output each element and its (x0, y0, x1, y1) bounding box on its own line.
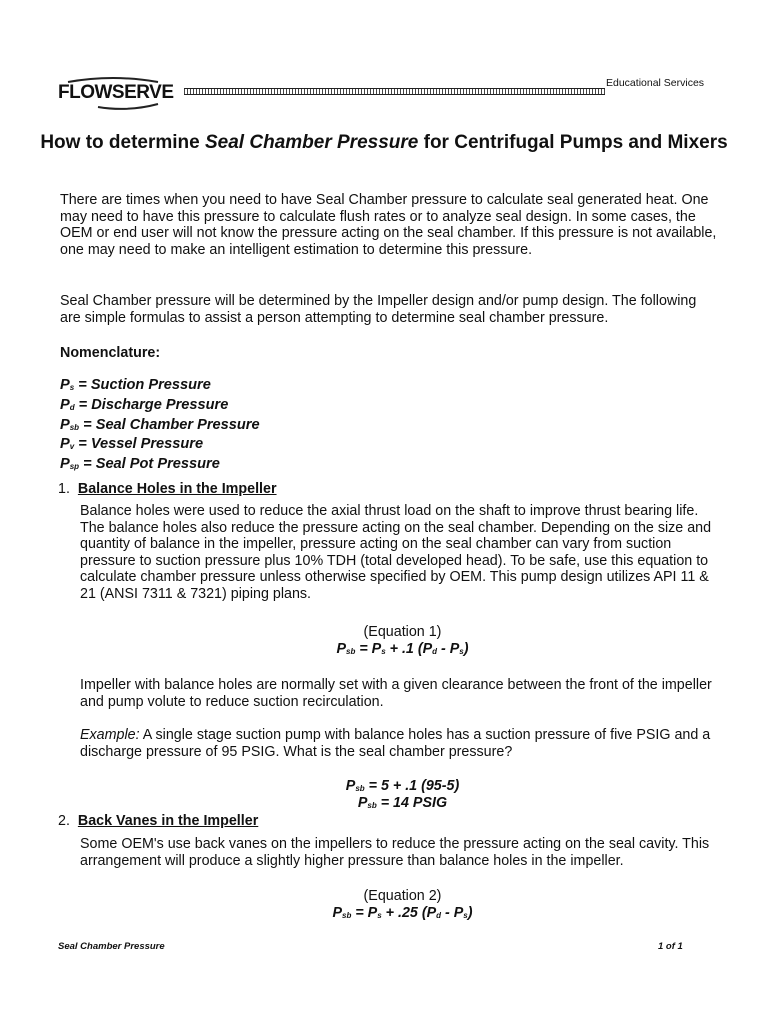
footer-title: Seal Chamber Pressure (58, 941, 165, 952)
flowserve-logo (58, 76, 182, 112)
section-2-title: Back Vanes in the Impeller (77, 813, 259, 829)
equation-2: $P_{sb} = P_s + .25$ $(P_d - P_s)$ (332, 905, 473, 921)
title-emphasis: Seal Chamber Pressure (205, 132, 419, 153)
equation-2-label: (Equation 2) (363, 888, 442, 904)
example-text: A single stage suction pump with balance holes has a suction pressure of five PSIG and a discharge pressure of 95 PSIG. What is the seal chamber pressure? (80, 727, 711, 760)
nomenclature-heading: Nomenclature: (60, 345, 161, 361)
educational-services-label: Educational Services (606, 77, 705, 89)
section-1-body-2: Impeller with balance holes are normally set with a given clearance between the front of the impeller and pump volute to reduce suction recirculation. (80, 677, 712, 710)
nomenclature-item: $P_d$ = Discharge Pressure (60, 396, 229, 413)
page-title (40, 131, 728, 155)
equation-1-label: (Equation 1) (363, 624, 442, 640)
page-number: 1 of 1 (658, 941, 683, 952)
section-2-body: Some OEM's use back vanes on the impellers to reduce the pressure acting on the seal cavity. This arrangement will produce a slightly higher pressure than balance holes in the impeller. (80, 836, 710, 869)
nomenclature-item: $P_{sp}$ = Seal Pot Pressure (60, 456, 220, 473)
nomenclature-item: $P_{sb}$ = Seal Chamber Pressure (60, 416, 260, 433)
title-suffix: for Centrifugal Pumps and Mixers (418, 132, 728, 153)
section-1-title: Balance Holes in the Impeller (77, 481, 277, 497)
nomenclature-item: $P_s$ = Suction Pressure (60, 377, 211, 393)
equation-1: $P_{sb} = P_s + .1$ $(P_d - P_s)$ (336, 641, 469, 657)
section-1-heading (58, 481, 277, 497)
example-label: Example: (80, 727, 140, 743)
nomenclature-list (60, 377, 260, 476)
example-answer-1: $P_{sb} = 5 + .1$ (95-5) (345, 778, 460, 794)
example-answer-2: $P_{sb} = 14$ PSIG (357, 795, 448, 811)
header-rule (184, 88, 605, 95)
nomenclature-item: $P_v$ = Vessel Pressure (60, 436, 204, 453)
section-1-number: 1. (58, 481, 70, 497)
section-1-body: Balance holes were used to reduce the axial thrust load on the shaft to improve thrust bearing life. The balance holes also reduce the pressure acting on the seal chamber. Depending on the size and quantity of balance in the impeller, pressure acting on the seal chamber can vary from suction pressure to suction pressure plus 10% TDH (total developed head). To be safe, use this equation to calculate chamber pressure unless otherwise specified by OEM. This pump design utilizes API 11 & 21 (ANSI 7311 & 7321) piping plans. (80, 503, 712, 602)
logo-text: FLOWSERVE (58, 82, 174, 103)
intro-paragraph-2: Seal Chamber pressure will be determined by the Impeller design and/or pump design. The following are simple formulas to assist a person attempting to determine seal chamber pressure. (60, 293, 697, 326)
section-1-example (80, 727, 725, 760)
section-2-number: 2. (58, 813, 70, 829)
title-prefix: How to determine (40, 132, 205, 153)
section-2-heading (58, 813, 258, 829)
intro-paragraph-1: There are times when you need to have Seal Chamber pressure to calculate seal generated heat. One may need to have this pressure to calculate flush rates or to analyze seal design. In some cases, the OEM or end user will not know the pressure acting on the seal chamber. If this pressure is not available, one may need to make an intelligent estimation to determine this pressure. (60, 192, 717, 258)
